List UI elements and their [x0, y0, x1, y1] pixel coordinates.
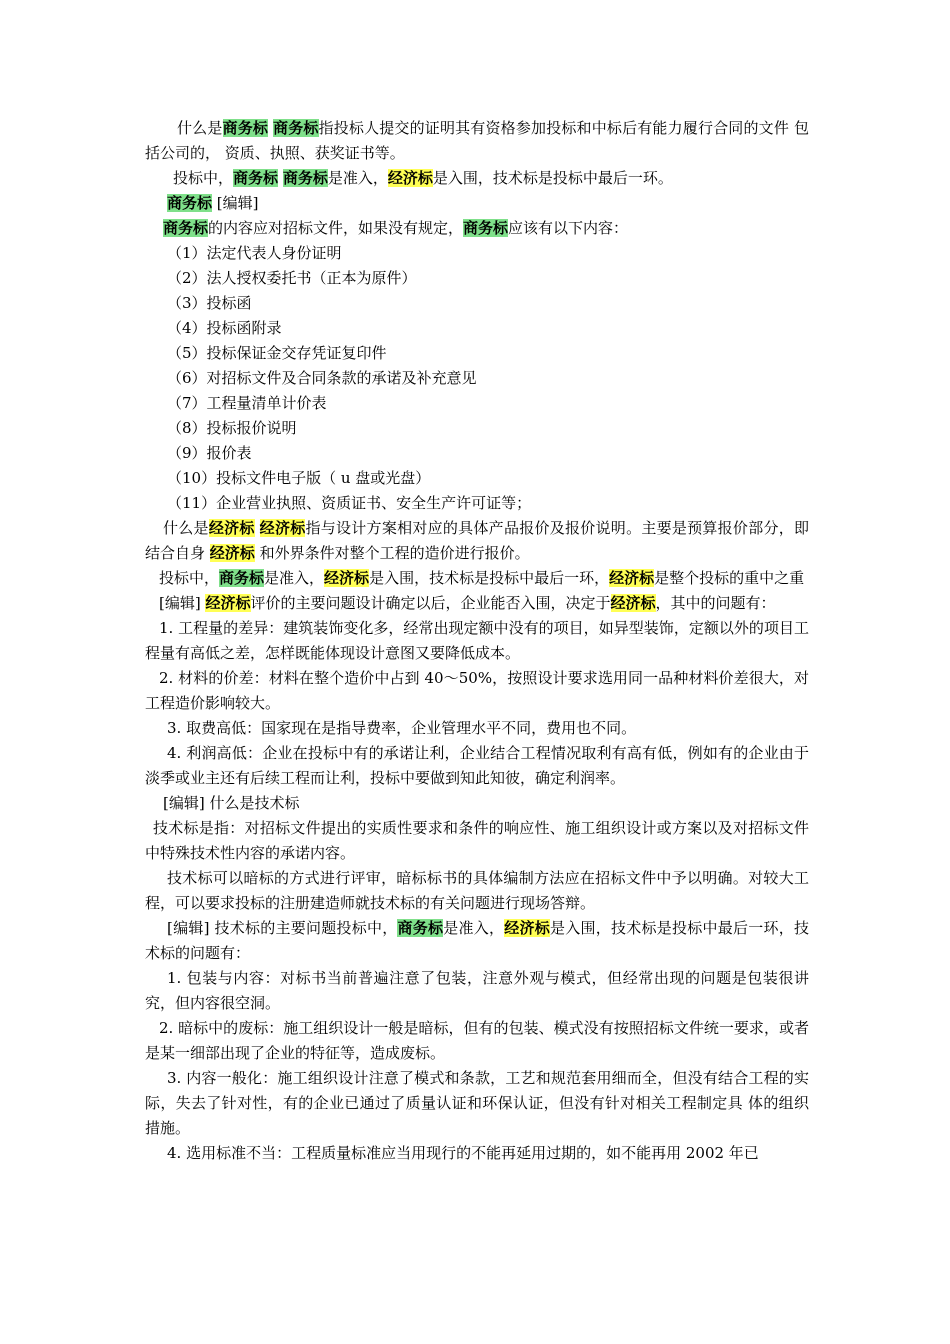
highlight-economic-bid: 经济标 [387, 169, 433, 187]
highlight-business-bid: 商务标 [219, 569, 265, 587]
document-body [145, 116, 809, 1166]
highlight-economic-bid: 经济标 [324, 569, 370, 587]
highlight-economic-bid: 经济标 [209, 544, 255, 562]
text-run: 评价的主要问题设计确定以后，企业能否入围，决定于 [250, 594, 611, 612]
text-run: 什么是 [163, 519, 209, 537]
highlight-business-bid: 商务标 [222, 119, 269, 137]
text-run: 3. 取费高低：国家现在是指导费率，企业管理水平不同，费用也不同。 [167, 719, 637, 737]
text-run: （6）对招标文件及合同条款的承诺及补充意见 [167, 369, 477, 387]
paragraph [145, 1016, 809, 1066]
text-run: （4）投标函附录 [167, 319, 282, 337]
text-run: 投标中， [159, 569, 220, 587]
text-run: 是准入， [327, 169, 388, 187]
text-run: [编辑] [212, 194, 259, 212]
text-run: 1. 包装与内容：对标书当前普遍注意了包装，注意外观与模式，但经常出现的问题是包装很讲究，但内容很空洞。 [145, 969, 809, 1012]
highlight-business-bid: 商务标 [167, 194, 213, 212]
text-run: 投标中， [173, 169, 234, 187]
text-run: 2. 暗标中的废标：施工组织设计一般是暗标，但有的包装、模式没有按照招标文件统一要求，或者是某一细部出现了企业的特征等，造成废标。 [145, 1019, 809, 1062]
paragraph [145, 741, 809, 791]
highlight-business-bid: 商务标 [282, 169, 328, 187]
text-run: 指与设计方案相对应的具体产品报价及报价说明。主要是预算报价部分，即结合自身 [145, 519, 809, 562]
paragraph [145, 1066, 809, 1141]
paragraph [145, 191, 809, 216]
text-run: （5）投标保证金交存凭证复印件 [167, 344, 387, 362]
text-run: 是准入， [264, 569, 325, 587]
paragraph [145, 366, 809, 391]
paragraph [145, 716, 809, 741]
paragraph [145, 216, 809, 241]
paragraph [145, 266, 809, 291]
paragraph [145, 916, 809, 966]
paragraph [145, 816, 809, 866]
paragraph [145, 291, 809, 316]
text-run: [编辑] [159, 594, 206, 612]
paragraph [145, 491, 809, 516]
text-run: （9）报价表 [167, 444, 252, 462]
highlight-economic-bid: 经济标 [504, 919, 550, 937]
paragraph [145, 441, 809, 466]
paragraph [145, 166, 809, 191]
highlight-business-bid: 商务标 [397, 919, 444, 937]
text-run: （7）工程量清单计价表 [167, 394, 327, 412]
text-run: （1）法定代表人身份证明 [167, 244, 342, 262]
highlight-economic-bid: 经济标 [205, 594, 251, 612]
paragraph [145, 416, 809, 441]
text-run: 2. 材料的价差：材料在整个造价中占到 40～50%，按照设计要求选用同一品种材料价差很大，对工程造价影响较大。 [145, 669, 809, 712]
text-run: 是整个投标的重中之重 [654, 569, 805, 587]
paragraph [145, 466, 809, 491]
text-run: [编辑] 技术标的主要问题投标中， [167, 919, 398, 937]
text-run: ，其中的问题有： [655, 594, 776, 612]
highlight-business-bid: 商务标 [233, 169, 279, 187]
text-run: [编辑] 什么是技术标 [163, 794, 300, 812]
paragraph [145, 516, 809, 566]
text-run: 3. 内容一般化：施工组织设计注意了模式和条款，工艺和规范套用细而全，但没有结合工程的实际，失去了针对性，有的企业已通过了质量认证和环保认证，但没有针对相关工程制定具 体的组织措施。 [145, 1069, 809, 1137]
text-run: 是入围，技术标是投标中最后一环。 [432, 169, 673, 187]
paragraph [145, 591, 809, 616]
highlight-business-bid: 商务标 [273, 119, 319, 137]
text-run: 4. 选用标准不当：工程质量标准应当用现行的不能再延用过期的，如不能再用 2002 年已 [167, 1144, 759, 1162]
text-run: 技术标可以暗标的方式进行评审，暗标标书的具体编制方法应在招标文件中予以明确。对较大工 程，可以要求投标的注册建造师就技术标的有关问题进行现场答辩。 [145, 869, 809, 912]
text-run: 技术标是指：对招标文件提出的实质性要求和条件的响应性、施工组织设计或方案以及对招标文件中特殊技术性内容的承诺内容。 [145, 819, 809, 862]
highlight-economic-bid: 经济标 [609, 569, 655, 587]
text-run: （10）投标文件电子版（ u 盘或光盘） [167, 469, 431, 487]
paragraph [145, 666, 809, 716]
text-run: 和外界条件对整个工程的造价进行报价。 [254, 544, 530, 562]
paragraph [145, 966, 809, 1016]
paragraph [145, 116, 809, 166]
text-run: （11）企业营业执照、资质证书、安全生产许可证等； [167, 494, 532, 512]
text-run [255, 519, 260, 537]
text-run: （2）法人授权委托书（正本为原件） [167, 269, 417, 287]
paragraph [145, 341, 809, 366]
paragraph [145, 316, 809, 341]
paragraph [145, 866, 809, 916]
paragraph [145, 791, 809, 816]
text-run: 是入围，技术标是投标中最后一环， [369, 569, 610, 587]
highlight-business-bid: 商务标 [163, 219, 209, 237]
text-run: 应该有以下内容： [508, 219, 629, 237]
text-run: 指投标人提交的证明其有资格参加投标和中标后有能力履行合同的文件 包括公司的， 资质、执照、获奖证书等。 [145, 119, 809, 162]
text-run: （8）投标报价说明 [167, 419, 297, 437]
paragraph [145, 241, 809, 266]
text-run: 是准入， [443, 919, 505, 937]
text-run: （3）投标函 [167, 294, 252, 312]
highlight-business-bid: 商务标 [463, 219, 509, 237]
text-run: 1. 工程量的差异：建筑装饰变化多，经常出现定额中没有的项目，如异型装饰，定额以外的项目工程量有高低之差，怎样既能体现设计意图又要降低成本。 [145, 619, 809, 662]
text-run: 的内容应对招标文件，如果没有规定， [208, 219, 464, 237]
highlight-economic-bid: 经济标 [259, 519, 306, 537]
text-run: 是入围，技术标是投标中最后一环，技术标的问题有： [145, 919, 809, 962]
highlight-economic-bid: 经济标 [208, 519, 255, 537]
highlight-economic-bid: 经济标 [610, 594, 656, 612]
paragraph [145, 616, 809, 666]
text-run: 什么是 [177, 119, 223, 137]
text-run: 4. 利润高低：企业在投标中有的承诺让利，企业结合工程情况取利有高有低，例如有的企业由于淡季或业主还有后续工程而让利，投标中要做到知此知彼，确定利润率。 [145, 744, 809, 787]
paragraph [145, 391, 809, 416]
paragraph [145, 1141, 809, 1166]
paragraph [145, 566, 809, 591]
